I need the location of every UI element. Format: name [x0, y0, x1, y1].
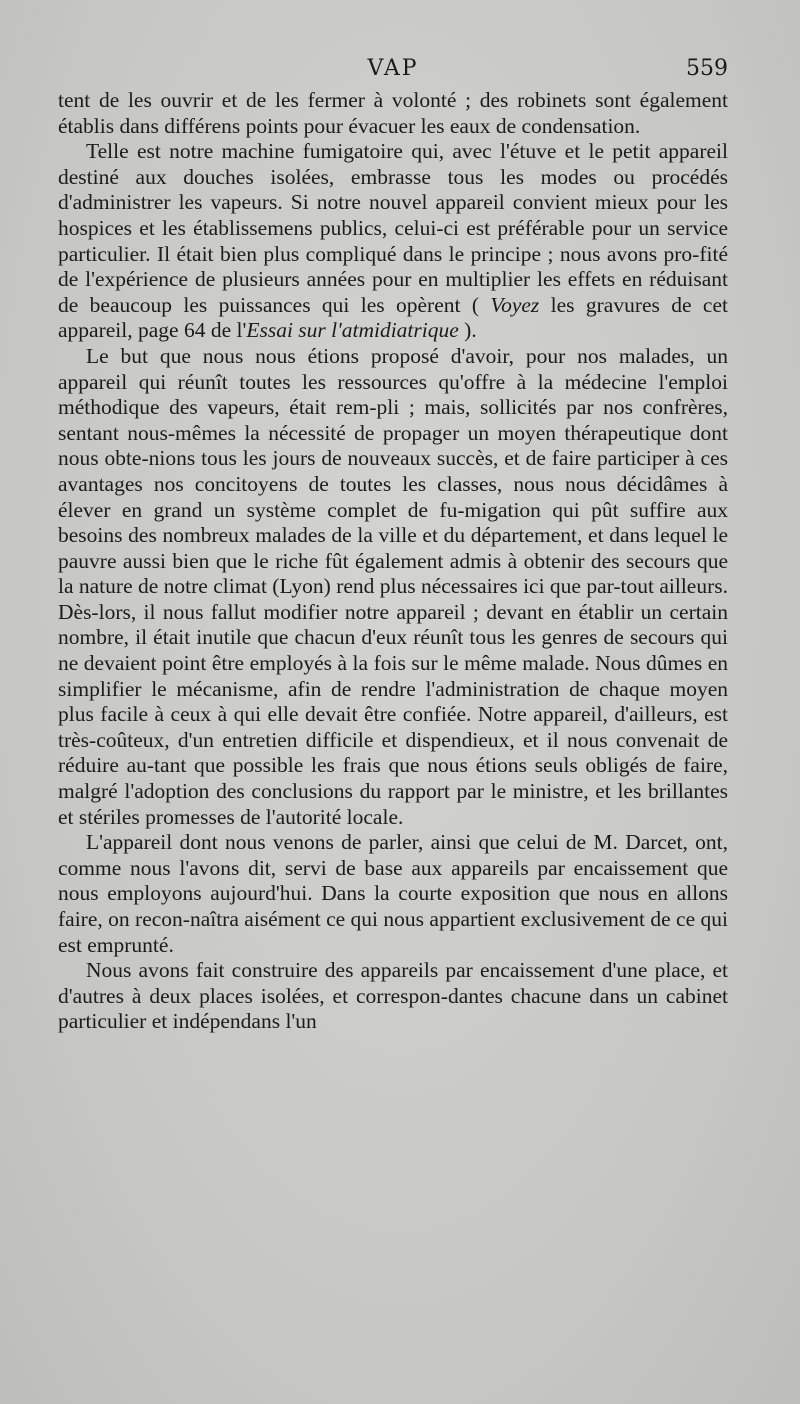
reference-open: (	[471, 292, 491, 317]
page-number: 559	[686, 56, 728, 81]
reference-voyez: Voyez	[490, 292, 540, 317]
body-text	[58, 88, 728, 1035]
paragraph-text: Telle est notre machine fumigatoire qui, avec l'étuve et le petit appareil destiné aux douches isolées, embrasse tous les modes ou procédés d'administrer les vapeurs. Si notre nouvel appareil convient mieux pour les hospices et les établissemens publics, celui-ci est préférable pour un service particulier. Il était bien plus compliqué dans le principe ; nous avons pro-fité de l'expérience de plusieurs années pour en multiplier les effets en réduisant de beaucoup les puissances qui les opèrent	[58, 139, 728, 317]
running-head: VAP	[367, 56, 419, 81]
reference-middle: les gravures de cet appareil, page 64 de l'	[58, 292, 728, 343]
reference-close: ).	[458, 318, 477, 343]
paragraph-purpose: Le but que nous nous étions proposé d'avoir, pour nos malades, un appareil qui réunît toutes les ressources qu'offre à la médecine l'emploi méthodique des vapeurs, était rem-pli ; mais, sollicités par nos confrères, sentant nous-mêmes la nécessité de propager un moyen thérapeutique dont nous obte-nions tous les jours de nouveaux succès, et de faire participer à ces avantages nos concitoyens de toutes les classes, nous nous décidâmes à élever en grand un système complet de fu-migation qui pût suffire aux besoins des nombreux malades de la ville et du département, et dans lequel le pauvre aussi bien que le riche fût également admis à obtenir des secours que la nature de notre climat (Lyon) rend plus nécessaires ici que par-tout ailleurs. Dès-lors, il nous fallut modifier notre appareil ; devant en établir un certain nombre, il était inutile que chacun d'eux réunît tous les genres de secours qui ne devaient point être employés à la fois sur le même malade. Nous dûmes en simplifier le mécanisme, afin de rendre l'administration de chaque moyen plus facile à ceux à qui elle devait être confiée. Notre appareil, d'ailleurs, est très-coûteux, d'un entretien difficile et dispendieux, et il nous convenait de réduire au-tant que possible les frais que nous étions seuls obligés de faire, malgré l'adoption des conclusions du rapport par le ministre, et les brillantes et stériles promesses de l'autorité locale.	[58, 343, 729, 829]
page-header	[58, 56, 728, 90]
paragraph-darcet-apparatus: L'appareil dont nous venons de parler, ainsi que celui de M. Darcet, ont, comme nous l'avons dit, servi de base aux appareils par encaissement que nous employons aujourd'hui. Dans la courte exposition que nous en allons faire, on recon-naîtra aisément ce qui nous appartient exclusivement de ce qui est emprunté.	[58, 830, 728, 957]
paragraph-continuation: tent de les ouvrir et de les fermer à volonté ; des robinets sont également établis dans différens points pour évacuer les eaux de condensation.	[58, 88, 728, 138]
paragraph-encasement: Nous avons fait construire des appareils par encaissement d'une place, et d'autres à deux places isolées, et correspon-dantes chacune dans un cabinet particulier et indépendans l'un	[58, 958, 728, 1034]
paragraph-fumigatory-machine	[58, 139, 728, 344]
reference-title: Essai sur l'atmidiatrique	[246, 318, 459, 343]
